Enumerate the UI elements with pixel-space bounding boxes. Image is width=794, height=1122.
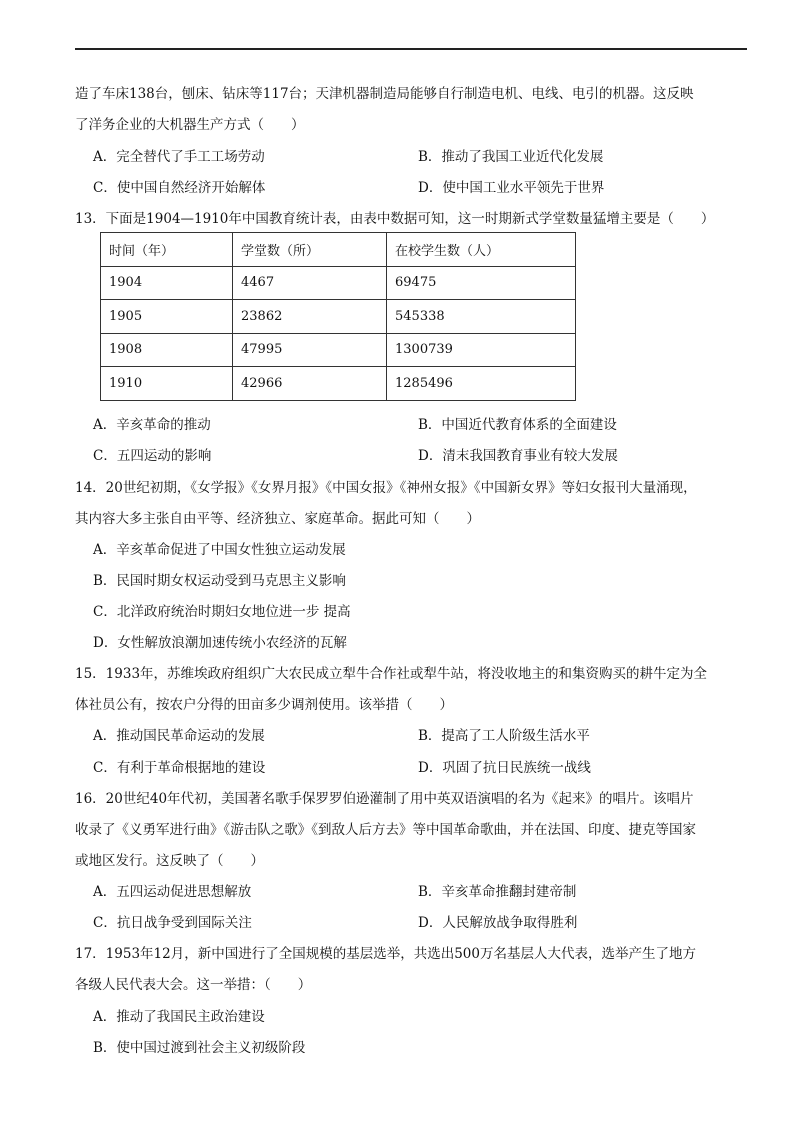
q16-option-d: D．人民解放战争取得胜利: [418, 915, 578, 931]
table-row: [101, 266, 576, 300]
q16-stem-line2: 收录了《义勇军进行曲》《游击队之歌》《到敌人后方去》等中国革命歌曲，并在法国、印度、捷克等国家: [75, 822, 696, 838]
q14-stem-line1: 14．20世纪初期，《女学报》《女界月报》《中国女报》《神州女报》《中国新女界》等妇女报刊大量涌现，: [75, 480, 697, 496]
q15-stem-line2: 体社员公有，按农户分得的田亩多少调剂使用。该举措（ ）: [75, 697, 453, 713]
table-header-cell: 在校学生数（人）: [387, 233, 576, 267]
education-stats-table: [100, 232, 576, 401]
q15-option-d: D．巩固了抗日民族统一战线: [418, 760, 591, 776]
table-cell: 1905: [101, 300, 233, 334]
q13-stem: 13．下面是1904—1910年中国教育统计表，由表中数据可知，这一时期新式学堂数量猛增主要是（ ）: [75, 211, 715, 227]
q17-option-a: A．推动了我国民主政治建设: [93, 1009, 265, 1025]
q16-option-a: A．五四运动促进思想解放: [93, 884, 252, 900]
q16-option-c: C．抗日战争受到国际关注: [93, 915, 252, 931]
table-header-row: [101, 233, 576, 267]
q16-option-b: B．辛亥革命推翻封建帝制: [418, 884, 577, 900]
table-cell: 1910: [101, 367, 233, 401]
q13-option-a: A．辛亥革命的推动: [93, 417, 211, 433]
q13-option-d: D．清末我国教育事业有较大发展: [418, 448, 618, 464]
q14-option-c: C．北洋政府统治时期妇女地位进一步 提高: [93, 604, 351, 620]
q14-option-a: A．辛亥革命促进了中国女性独立运动发展: [93, 542, 346, 558]
table-cell: 1908: [101, 333, 233, 367]
q15-stem-line1: 15．1933年，苏维埃政府组织广大农民成立犁牛合作社或犁牛站，将没收地主的和集资购买的耕牛定为全: [75, 666, 708, 682]
q12-stem-line2: 了洋务企业的大机器生产方式（ ）: [75, 117, 305, 133]
q17-stem-line2: 各级人民代表大会。这一举措：（ ）: [75, 977, 312, 993]
q16-stem-line3: 或地区发行。这反映了（ ）: [75, 853, 264, 869]
table-header-cell: 学堂数（所）: [233, 233, 387, 267]
table-cell: 42966: [233, 367, 387, 401]
q14-stem-line2: 其内容大多主张自由平等、经济独立、家庭革命。据此可知（ ）: [75, 511, 480, 527]
q12-option-a: A．完全替代了手工工场劳动: [93, 149, 265, 165]
table-cell: 23862: [233, 300, 387, 334]
q12-stem-line1: 造了车床138台，刨床、钻床等117台；天津机器制造局能够自行制造电机、电线、电引的机器。这反映: [75, 86, 694, 102]
table-cell: 1904: [101, 266, 233, 300]
q15-option-c: C．有利于革命根据地的建设: [93, 760, 266, 776]
table-cell: 4467: [233, 266, 387, 300]
table-row: [101, 367, 576, 401]
table-row: [101, 333, 576, 367]
q12-option-b: B．推动了我国工业近代化发展: [418, 149, 604, 165]
q16-stem-line1: 16．20世纪40年代初，美国著名歌手保罗罗伯逊灌制了用中英双语演唱的名为《起来》的唱片。该唱片: [75, 791, 694, 807]
q14-option-d: D．女性解放浪潮加速传统小农经济的瓦解: [93, 635, 347, 651]
table-cell: 545338: [387, 300, 576, 334]
table-cell: 47995: [233, 333, 387, 367]
q12-option-d: D．使中国工业水平领先于世界: [418, 180, 605, 196]
q15-option-b: B．提高了工人阶级生活水平: [418, 728, 590, 744]
q13-option-c: C．五四运动的影响: [93, 448, 212, 464]
q17-option-b: B．使中国过渡到社会主义初级阶段: [93, 1040, 306, 1056]
table-cell: 1300739: [387, 333, 576, 367]
q14-option-b: B．民国时期女权运动受到马克思主义影响: [93, 573, 346, 589]
header-rule: [75, 48, 747, 50]
q12-option-c: C．使中国自然经济开始解体: [93, 180, 266, 196]
table-row: [101, 300, 576, 334]
table-cell: 69475: [387, 266, 576, 300]
table-cell: 1285496: [387, 367, 576, 401]
table-header-cell: 时间（年）: [101, 233, 233, 267]
q17-stem-line1: 17．1953年12月，新中国进行了全国规模的基层选举，共选出500万名基层人大代表，选举产生了地方: [75, 946, 696, 962]
q13-option-b: B．中国近代教育体系的全面建设: [418, 417, 617, 433]
q15-option-a: A．推动国民革命运动的发展: [93, 728, 265, 744]
